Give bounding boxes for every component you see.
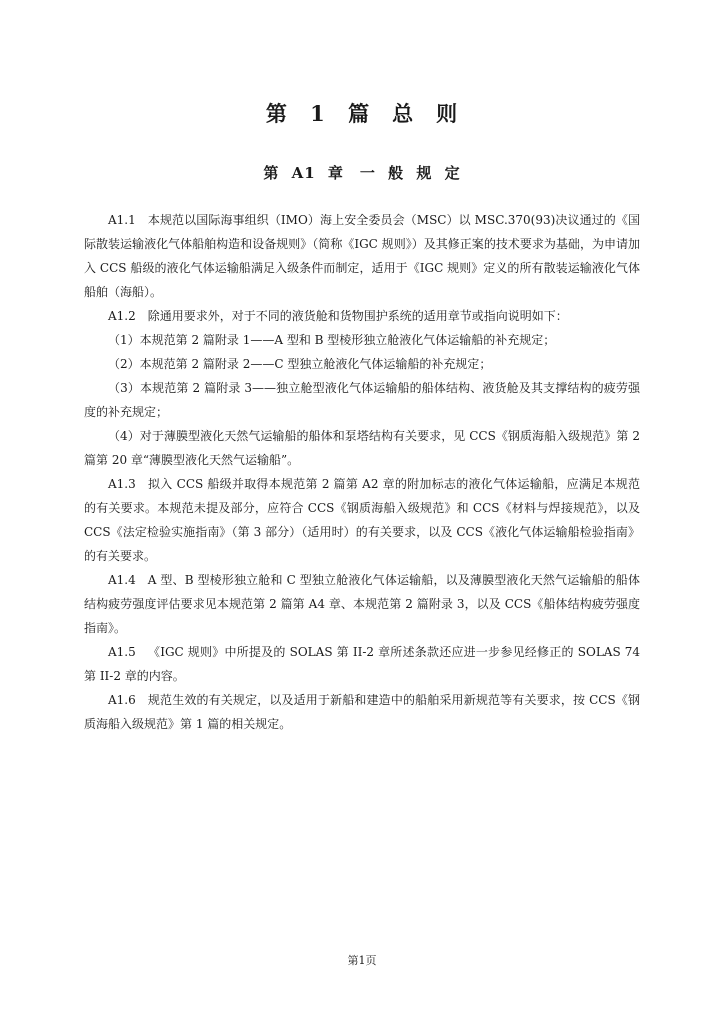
list-item-4 — [84, 424, 640, 472]
paragraph-text: 《IGC 规则》中所提及的 SOLAS 第 II-2 章所述条款还应进一步参见经修正的 SOLAS 74 第 II-2 章的内容。 — [84, 645, 640, 683]
list-item-text: （2）本规范第 2 篇附录 2——C 型独立舱液化气体运输船的补充规定； — [108, 357, 492, 371]
list-item-text: （4）对于薄膜型液化天然气运输船的船体和泵塔结构有关要求，见 CCS《钢质海船入级规范》第 2 篇第 20 章“薄膜型液化天然气运输船”。 — [84, 429, 640, 467]
paragraph-text: 除通用要求外，对于不同的液货舱和货物围护系统的适用章节或指向说明如下： — [147, 309, 568, 323]
paragraph-a1-3 — [84, 472, 640, 568]
paragraph-a1-6 — [84, 688, 640, 736]
chapter-title: 第 A1 章 一 般 规 定 — [263, 164, 461, 182]
clause-number: A1.3 — [108, 477, 136, 491]
paragraph-a1-5 — [84, 640, 640, 688]
list-item-3 — [84, 376, 640, 424]
list-item-1 — [84, 328, 640, 352]
paragraph-a1-4 — [84, 568, 640, 640]
list-item-2 — [84, 352, 640, 376]
clause-number: A1.2 — [108, 309, 136, 323]
list-item-text: （1）本规范第 2 篇附录 1——A 型和 B 型棱形独立舱液化气体运输船的补充规定； — [108, 333, 556, 347]
clause-number: A1.1 — [108, 213, 136, 227]
paragraph-text: 拟入 CCS 船级并取得本规范第 2 篇第 A2 章的附加标志的液化气体运输船，应满足本规范的有关要求。本规范未提及部分，应符合 CCS《钢质海船入级规范》和 CCS《材料与焊接规范》，以及 CCS《法定检验实施指南》（第 3 部分）（适用时）的有关要求，以及 CCS《液化气体运输船检验指南》的有关要求。 — [84, 477, 640, 563]
paragraph-text: 规范生效的有关规定，以及适用于新船和建造中的船舶采用新规范等有关要求，按 CCS《钢质海船入级规范》第 1 篇的相关规定。 — [84, 693, 640, 731]
clause-number: A1.4 — [108, 573, 136, 587]
part-title: 第 1 篇 总 则 — [265, 101, 459, 126]
paragraph-text: A 型、B 型棱形独立舱和 C 型独立舱液化气体运输船，以及薄膜型液化天然气运输船的船体结构疲劳强度评估要求见本规范第 2 篇第 A4 章、本规范第 2 篇附录 3，以及 CCS《船体结构疲劳强度指南》。 — [84, 573, 640, 635]
paragraph-text: 本规范以国际海事组织（IMO）海上安全委员会（MSC）以 MSC.370(93)决议通过的《国际散装运输液化气体船舶构造和设备规则》（简称《IGC 规则》）及其修正案的技术要求为基础，为申请加入 CCS 船级的液化气体运输船满足入级条件而制定，适用于《IGC 规则》定义的所有散装运输液化气体船舶（海船）。 — [84, 213, 640, 299]
clause-number: A1.6 — [108, 693, 136, 707]
body-text — [84, 208, 640, 736]
paragraph-a1-1 — [84, 208, 640, 304]
paragraph-a1-2 — [84, 304, 640, 328]
list-item-text: （3）本规范第 2 篇附录 3——独立舱型液化气体运输船的船体结构、液货舱及其支撑结构的疲劳强度的补充规定； — [84, 381, 640, 419]
page-number: 第1页 — [347, 954, 377, 967]
clause-number: A1.5 — [108, 645, 136, 659]
